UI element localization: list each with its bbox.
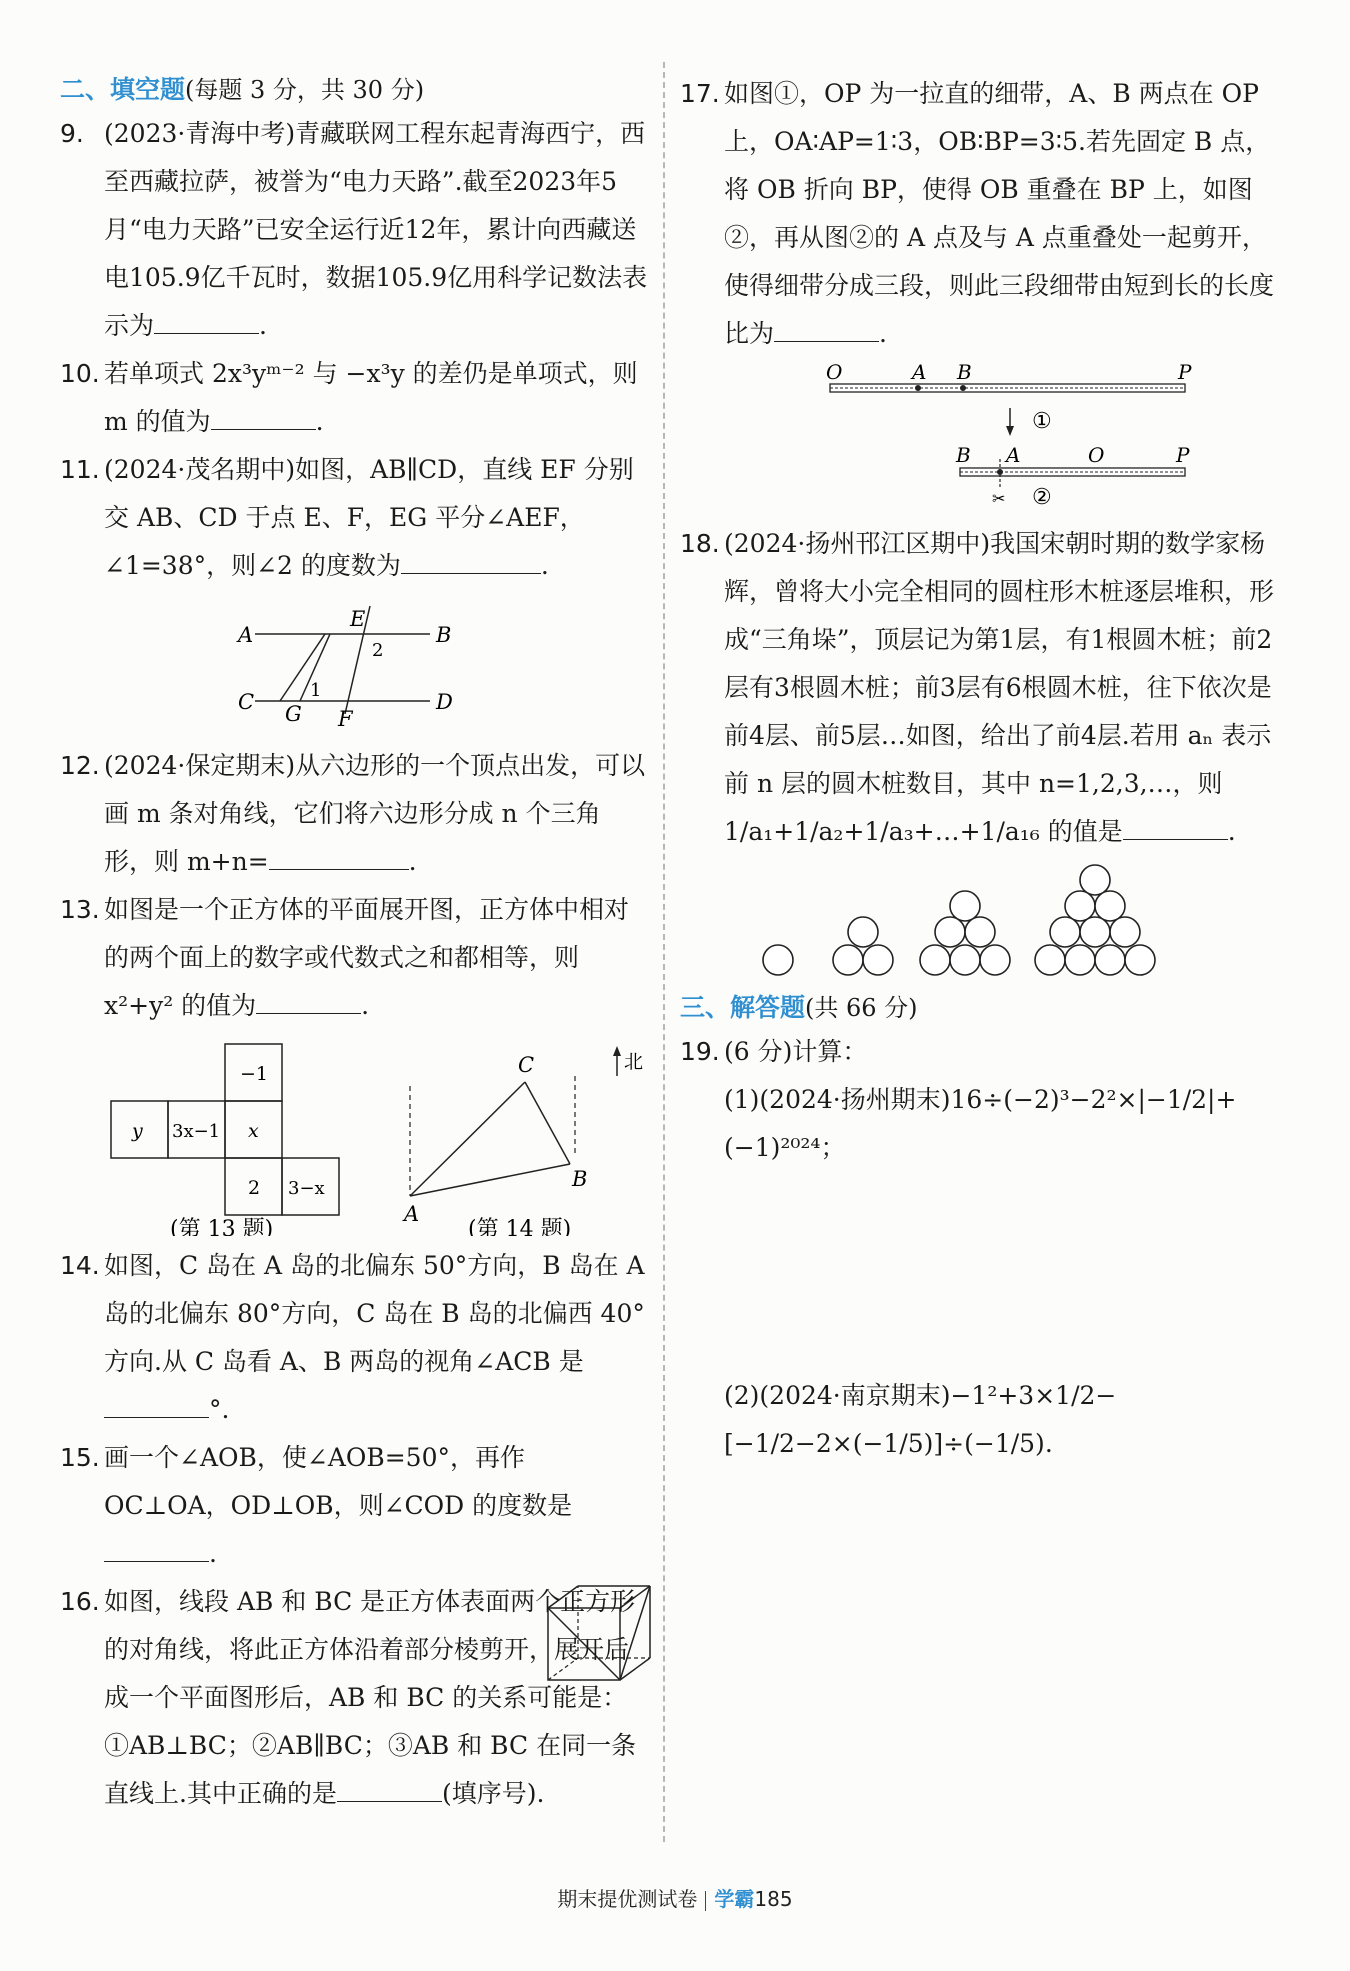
compass-label-A: A bbox=[404, 1202, 420, 1226]
ribbon-top-label-P: P bbox=[1178, 364, 1192, 384]
net-cell-y: y bbox=[132, 1120, 143, 1142]
answer-blank-13[interactable] bbox=[256, 983, 361, 1014]
ribbon-diagram bbox=[680, 364, 1280, 514]
net-cell-x: x bbox=[248, 1120, 259, 1142]
label-F: F bbox=[338, 707, 353, 731]
question-16: 16. 如图，线段 AB 和 BC 是正方体表面两个正方形的对角线，将此正方体沿着部分棱剪开，展开后成一个平面图形后，AB 和 BC 的关系可能是：①AB⊥BC；②AB∥BC；③AB 和 BC 在同一条直线上.其中正确的是 (填序号). bbox=[60, 1587, 637, 1808]
answer-blank-14[interactable] bbox=[104, 1387, 209, 1418]
ribbon-step-1-label: ① bbox=[1032, 409, 1052, 434]
label-G: G bbox=[285, 702, 302, 726]
work-area-19-2[interactable] bbox=[680, 1468, 1280, 1628]
answer-blank-11[interactable] bbox=[401, 543, 541, 574]
question-19: 19. (6 分)计算： bbox=[680, 1037, 868, 1066]
answer-blank-16[interactable] bbox=[337, 1771, 442, 1802]
footer-brand: 学霸 bbox=[714, 1887, 755, 1911]
compass-label-B: B bbox=[572, 1167, 588, 1191]
figure-q17-ribbon bbox=[680, 364, 1280, 514]
right-column bbox=[680, 70, 1280, 1628]
parallel-lines-diagram bbox=[60, 596, 650, 736]
question-16-block bbox=[60, 1578, 650, 1818]
label-D: D bbox=[436, 690, 453, 714]
page-footer bbox=[0, 1883, 1350, 1912]
answer-blank-12[interactable] bbox=[269, 839, 409, 870]
ribbon-step-2-label: ② bbox=[1032, 485, 1052, 510]
footer-divider bbox=[705, 1891, 706, 1911]
question-11: 11. (2024·茂名期中)如图，AB∥CD，直线 EF 分别交 AB、CD 于点 E、F，EG 平分∠AEF，∠1=38°，则∠2 的度数为 . bbox=[60, 455, 634, 580]
answer-blank-15[interactable] bbox=[104, 1531, 209, 1562]
left-column bbox=[60, 70, 650, 1818]
net-cell-top: −1 bbox=[240, 1063, 269, 1085]
column-divider bbox=[663, 62, 665, 1842]
question-19-part-1: (1)(2024·扬州期末)16÷(−2)³−2²×|−1/2|+(−1)²⁰²⁴； bbox=[724, 1085, 1237, 1162]
page-number: 185 bbox=[754, 1887, 793, 1911]
caption-q13: (第 13 题) bbox=[170, 1217, 274, 1236]
question-19-part-2: (2)(2024·南京期末)−1²+3×1/2−[−1/2−2×(−1/5)]÷(−1/5). bbox=[724, 1381, 1117, 1458]
figures-q13-q14 bbox=[60, 1036, 650, 1236]
net-cell-2: 2 bbox=[248, 1177, 261, 1199]
triangular-pile-diagram bbox=[680, 862, 1280, 982]
net-cell-3-x: 3−x bbox=[288, 1178, 325, 1199]
question-17: 17. 如图①，OP 为一拉直的细带，A、B 两点在 OP 上，OA∶AP=1∶3，OB∶BP=3∶5.若先固定 B 点，将 OB 折向 BP，使得 OB 重叠在 BP 上，如图②，再从图②的 A 点及与 A 点重叠处一起剪开，使得细带分成三段，则此三段细带由短到长的长度比为 . bbox=[680, 79, 1275, 348]
question-14: 14. 如图，C 岛在 A 岛的北偏东 50°方向，B 岛在 A 岛的北偏东 80°方向，C 岛在 B 岛的北偏西 40°方向.从 C 岛看 A、B 两岛的视角∠ACB 是°. bbox=[60, 1251, 645, 1424]
cube-net-and-compass-diagram bbox=[60, 1036, 650, 1236]
label-E: E bbox=[350, 607, 366, 631]
section-fill-blank-title: 二、填空题(每题 3 分，共 30 分) bbox=[60, 75, 425, 104]
ribbon-bottom-label-P: P bbox=[1176, 443, 1190, 467]
ribbon-bottom-label-O: O bbox=[1088, 443, 1105, 467]
label-A: A bbox=[238, 623, 254, 647]
compass-diagram bbox=[402, 1046, 643, 1236]
north-label: 北 bbox=[624, 1051, 644, 1073]
question-13: 13. 如图是一个正方体的平面展开图，正方体中相对的两个面上的数字或代数式之和都相等，则 x²+y² 的值为 . bbox=[60, 895, 630, 1020]
ribbon-bottom-label-A: A bbox=[1006, 443, 1021, 467]
answer-blank-17[interactable] bbox=[774, 311, 879, 342]
ribbon-top-label-O: O bbox=[826, 364, 843, 384]
ribbon-top-label-B: B bbox=[957, 364, 972, 384]
answer-blank-10[interactable] bbox=[211, 399, 316, 430]
label-B: B bbox=[436, 623, 452, 647]
ribbon-bottom-label-B: B bbox=[956, 443, 971, 467]
section-solve-title: 三、解答题(共 66 分) bbox=[680, 993, 918, 1022]
question-18: 18. (2024·扬州邗江区期中)我国宋朝时期的数学家杨辉，曾将大小完全相同的圆柱形木桩逐层堆积，形成“三角垛”，顶层记为第1层，有1根圆木桩；前2层有3根圆木桩；前3层有6根圆木桩，往下依次是前4层、前5层…如图，给出了前4层.若用 aₙ 表示前 n 层的圆木桩数目，其中 n=1,2,3,…，则 1/a₁+1/a₂+1/a₃+…+1/a₁₆ 的值是 . bbox=[680, 529, 1275, 846]
question-9: 9. (2023·青海中考)青藏联网工程东起青海西宁，西至西藏拉萨，被誉为“电力天路”.截至2023年5月“电力天路”已安全运行近12年，累计向西藏送电105.9亿千瓦时，数据105.9亿用科学记数法表示为 . bbox=[60, 119, 648, 340]
question-12: 12. (2024·保定期末)从六边形的一个顶点出发，可以画 m 条对角线，它们将六边形分成 n 个三角形，则 m+n= . bbox=[60, 751, 646, 876]
figure-q18-log-piles bbox=[680, 862, 1280, 982]
work-area-19-1[interactable] bbox=[680, 1172, 1280, 1372]
question-15: 15. 画一个∠AOB，使∠AOB=50°，再作 OC⊥OA，OD⊥OB，则∠COD 的度数是. bbox=[60, 1443, 573, 1568]
label-C: C bbox=[238, 690, 255, 714]
question-10: 10. 若单项式 2x³yᵐ⁻² 与 −x³y 的差仍是单项式，则 m 的值为 . bbox=[60, 359, 638, 436]
footer-series-title: 期末提优测试卷 bbox=[557, 1887, 698, 1911]
angle-2-label: 2 bbox=[372, 640, 384, 661]
scissors-icon: ✂ bbox=[992, 489, 1006, 508]
compass-label-C: C bbox=[518, 1053, 535, 1077]
angle-1-label: 1 bbox=[310, 680, 322, 701]
answer-blank-9[interactable] bbox=[154, 303, 259, 334]
net-cell-3x-1: 3x−1 bbox=[172, 1121, 221, 1142]
answer-blank-18[interactable] bbox=[1123, 809, 1228, 840]
caption-q14: (第 14 题) bbox=[468, 1217, 572, 1236]
figure-q11-parallel-lines bbox=[60, 596, 650, 736]
ribbon-top-label-A: A bbox=[912, 364, 927, 384]
